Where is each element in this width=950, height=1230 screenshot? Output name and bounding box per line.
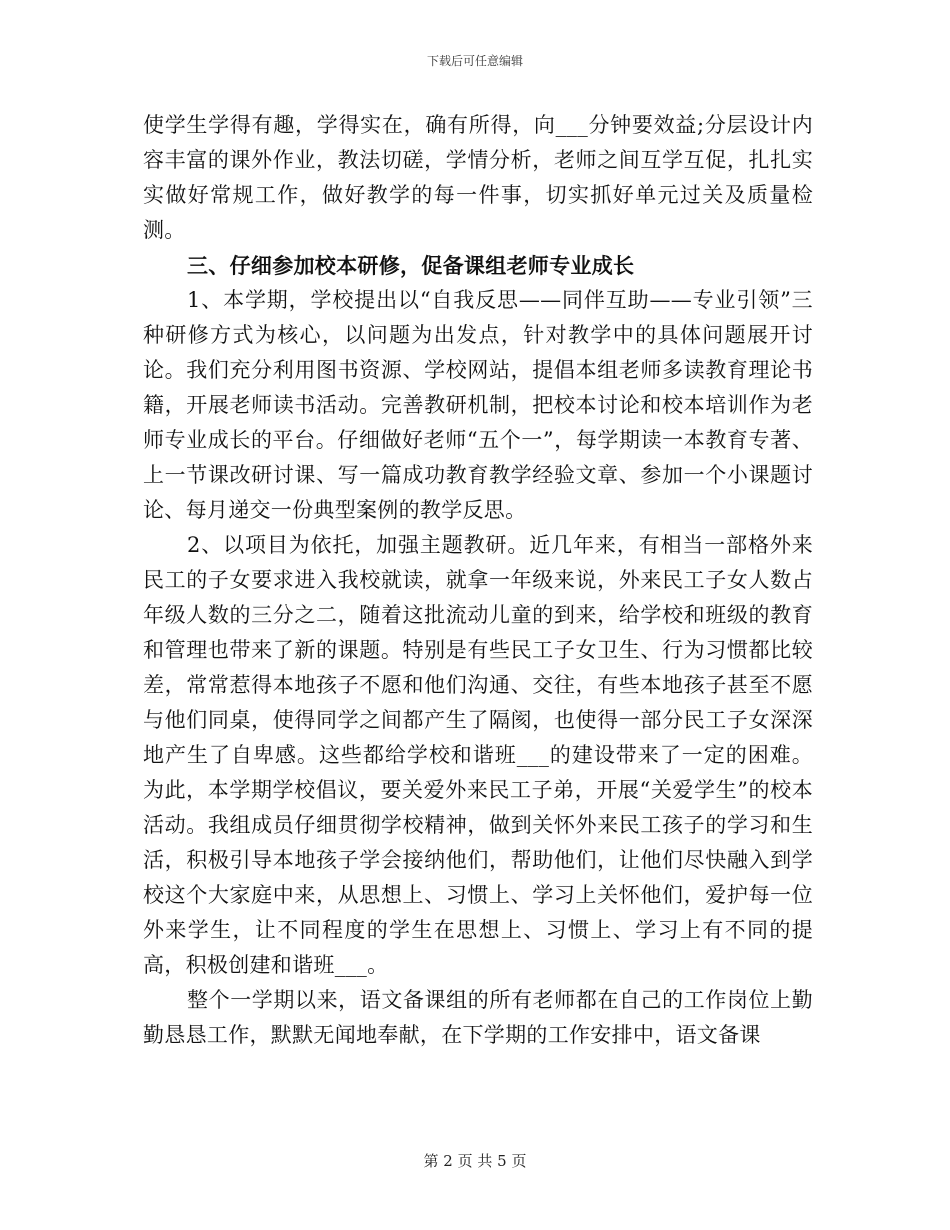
- paragraph-continued: 使学生学得有趣，学得实在，确有所得，向___分钟要效益;分层设计内容丰富的课外作业，教法切磋，学情分析，老师之间互学互促，扎扎实实做好常规工作，做好教学的每一件事，切实抓好单元过关及质量检测。: [143, 113, 813, 242]
- page-header: 下载后可任意编辑: [426, 54, 523, 68]
- section-heading: 三、仔细参加校本研修，促备课组老师专业成长: [187, 253, 635, 278]
- document-body: [143, 108, 813, 1053]
- page-footer: 第 2 页 共 5 页: [423, 1152, 527, 1170]
- paragraph-3: 整个一学期以来，语文备课组的所有老师都在自己的工作岗位上勤勤恳恳工作，默默无闻地奉献，在下学期的工作安排中，语文备课: [143, 988, 813, 1047]
- paragraph-1: 1、本学期，学校提出以“自我反思——同伴互助——专业引领”三种研修方式为核心，以问题为出发点，针对教学中的具体问题展开讨论。我们充分利用图书资源、学校网站，提倡本组老师多读教育理论书籍，开展老师读书活动。完善教研机制，把校本讨论和校本培训作为老师专业成长的平台。仔细做好老师“五个一”，每学期读一本教育专著、上一节课改研讨课、写一篇成功教育教学经验文章、参加一个小课题讨论、每月递交一份典型案例的教学反思。: [143, 288, 813, 522]
- paragraph-2: 2、以项目为依托，加强主题教研。近几年来，有相当一部格外来民工的子女要求进入我校就读，就拿一年级来说，外来民工子女人数占年级人数的三分之二，随着这批流动儿童的到来，给学校和班级的教育和管理也带来了新的课题。特别是有些民工子女卫生、行为习惯都比较差，常常惹得本地孩子不愿和他们沟通、交往，有些本地孩子甚至不愿与他们同桌，使得同学之间都产生了隔阂，也使得一部分民工子女深深地产生了自卑感。这些都给学校和谐班___的建设带来了一定的困难。为此，本学期学校倡议，要关爱外来民工子弟，开展“关爱学生”的校本活动。我组成员仔细贯彻学校精神，做到关怀外来民工孩子的学习和生活，积极引导本地孩子学会接纳他们，帮助他们，让他们尽快融入到学校这个大家庭中来，从思想上、习惯上、学习上关怀他们，爱护每一位外来学生，让不同程度的学生在思想上、习惯上、学习上有不同的提高，积极创建和谐班___。: [143, 533, 813, 977]
